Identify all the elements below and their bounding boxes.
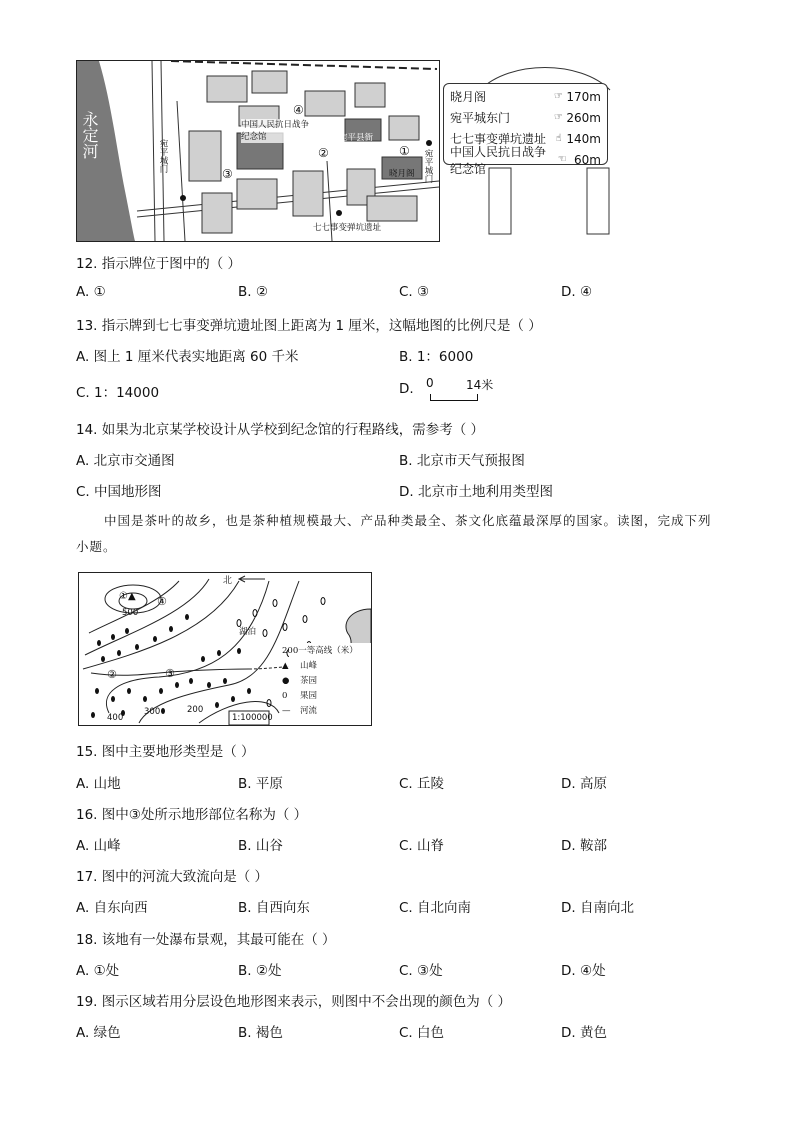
option-b[interactable]: B. 自西向东 <box>238 900 310 916</box>
question-18-stem: 18. 该地有一处瀑布景观，其最可能在（ ） <box>76 932 336 948</box>
option-c[interactable]: C. 丘陵 <box>399 776 445 792</box>
wanping-gate-label: 宛平城门 <box>158 139 168 173</box>
option-b[interactable]: B. 山谷 <box>238 838 283 854</box>
option-b[interactable]: B. 褐色 <box>238 1025 283 1041</box>
option-d[interactable]: D. 高原 <box>561 776 607 792</box>
question-15-stem: 15. 图中主要地形类型是（ ） <box>76 744 255 760</box>
question-13-stem: 13. 指示牌到七七事变弹坑遗址图上距离为 1 厘米，这幅地图的比例尺是（ ） <box>76 318 542 334</box>
wanping-map-graphic <box>77 61 439 241</box>
peak-icon: ▲ <box>127 591 136 602</box>
river-line-icon: — <box>282 706 291 716</box>
option-b[interactable]: B. 北京市天气预报图 <box>399 453 525 469</box>
option-d[interactable]: D. 鞍部 <box>561 838 607 854</box>
option-c[interactable]: C. 中国地形图 <box>76 484 162 500</box>
contour-legend <box>282 644 372 719</box>
contour-label-400: 400 <box>107 713 124 723</box>
contour-label-200: 200 <box>187 705 204 715</box>
scale-bar <box>422 376 502 406</box>
contour-label-500: 500 <box>122 608 139 618</box>
legend-item: ▲ 山峰 <box>282 661 318 671</box>
option-a[interactable]: A. ① <box>76 284 106 300</box>
option-a[interactable]: A. 山地 <box>76 776 121 792</box>
sign-label: 七七事变弹坑遗址 <box>450 132 547 146</box>
lake-label: 湖泊 <box>239 627 257 637</box>
sign-row <box>450 107 601 128</box>
sign-distance: 140m <box>566 131 601 146</box>
option-c[interactable]: C. 自北向南 <box>399 900 472 916</box>
pit-site-label: 七七事变弹坑遗址 <box>313 223 382 233</box>
scale-zero: 0 <box>426 376 434 390</box>
option-c[interactable]: C. ③处 <box>399 963 443 979</box>
question-14-stem: 14. 如果为北京某学校设计从学校到纪念馆的行程路线，需参考（ ） <box>76 422 485 438</box>
mark-3: ③ <box>222 167 233 181</box>
option-a[interactable]: A. 北京市交通图 <box>76 453 175 469</box>
option-d[interactable]: D. ④处 <box>561 963 606 979</box>
mark-1: ① <box>119 591 128 602</box>
option-c[interactable]: C. 白色 <box>399 1025 445 1041</box>
mark-2: ② <box>107 668 117 681</box>
mark-4: ④ <box>293 103 304 117</box>
option-d[interactable]: D. 黄色 <box>561 1025 607 1041</box>
contour-label-300: 300 <box>144 707 161 717</box>
option-d[interactable]: D. 北京市土地利用类型图 <box>399 484 553 500</box>
mark-3: ③ <box>165 667 175 680</box>
pointing-left-icon: ☜ <box>557 154 567 165</box>
option-a[interactable]: A. 自东向西 <box>76 900 148 916</box>
sign-distance: 170m <box>566 89 601 104</box>
north-label: 北 <box>223 576 233 586</box>
legend-item: — 河流 <box>282 706 318 716</box>
scale-label: 14米 <box>466 378 494 392</box>
option-a[interactable]: A. 图上 1 厘米代表实地距离 60 千米 <box>76 349 299 365</box>
tea-intro: 中国是茶叶的故乡，也是茶种植规模最大、产品种类最全、茶文化底蕴最深厚的国家。读图，完成下列小题。 <box>76 513 712 554</box>
orchard-icon: 0 <box>282 691 288 701</box>
pointing-right-icon: ☞ <box>554 112 563 123</box>
question-12-stem: 12. 指示牌位于图中的（ ） <box>76 256 242 272</box>
mark-1: ① <box>399 144 410 158</box>
option-b[interactable]: B. 1：6000 <box>399 349 474 365</box>
sign-row <box>450 144 601 176</box>
east-gate-label: 宛平城门 <box>423 149 433 183</box>
sign-label: 中国人民抗日战争纪念馆 <box>450 144 547 176</box>
question-17-stem: 17. 图中的河流大致流向是（ ） <box>76 869 269 885</box>
tea-garden-icon: ● <box>282 676 290 686</box>
pointing-up-icon: ☝ <box>555 133 562 144</box>
memorial-label: 中国人民抗日战争纪念馆 <box>241 119 317 143</box>
sign-label: 宛平城东门 <box>450 111 511 125</box>
option-c[interactable]: C. 1：14000 <box>76 385 160 401</box>
pointing-right-icon: ☞ <box>554 91 563 102</box>
mark-2: ② <box>318 146 329 160</box>
moon-pavilion-label: 晓月阁 <box>389 169 415 179</box>
option-d[interactable]: D. ④ <box>561 284 593 300</box>
county-office-label: 宛平县衙 <box>339 133 374 143</box>
legend-item: 0 果园 <box>282 691 318 701</box>
option-c[interactable]: C. ③ <box>399 284 430 300</box>
sign-row <box>450 86 601 107</box>
option-a[interactable]: A. 绿色 <box>76 1025 121 1041</box>
sign-distance: 60m <box>574 152 601 167</box>
option-a[interactable]: A. ①处 <box>76 963 120 979</box>
option-b[interactable]: B. ② <box>238 284 268 300</box>
map-scale: 1:100000 <box>232 713 273 723</box>
signboard <box>443 83 608 176</box>
peak-mark <box>119 591 136 602</box>
option-c[interactable]: C. 山脊 <box>399 838 445 854</box>
legend-item: 200一等高线（米） <box>282 646 358 656</box>
legend-item: ● 茶园 <box>282 676 318 686</box>
question-16-stem: 16. 图中③处所示地形部位名称为（ ） <box>76 807 308 823</box>
sign-distance: 260m <box>566 110 601 125</box>
option-b[interactable]: B. 平原 <box>238 776 283 792</box>
mark-4: ④ <box>157 595 167 608</box>
sign-label: 晓月阁 <box>450 90 487 104</box>
option-d[interactable]: D. <box>399 381 414 397</box>
option-a[interactable]: A. 山峰 <box>76 838 121 854</box>
option-d[interactable]: D. 自南向北 <box>561 900 634 916</box>
wanping-map <box>76 60 440 242</box>
option-b[interactable]: B. ②处 <box>238 963 282 979</box>
question-19-stem: 19. 图示区域若用分层设色地形图来表示，则图中不会出现的颜色为（ ） <box>76 994 512 1010</box>
peak-icon: ▲ <box>282 661 289 671</box>
river-label: 永定河 <box>80 111 99 159</box>
